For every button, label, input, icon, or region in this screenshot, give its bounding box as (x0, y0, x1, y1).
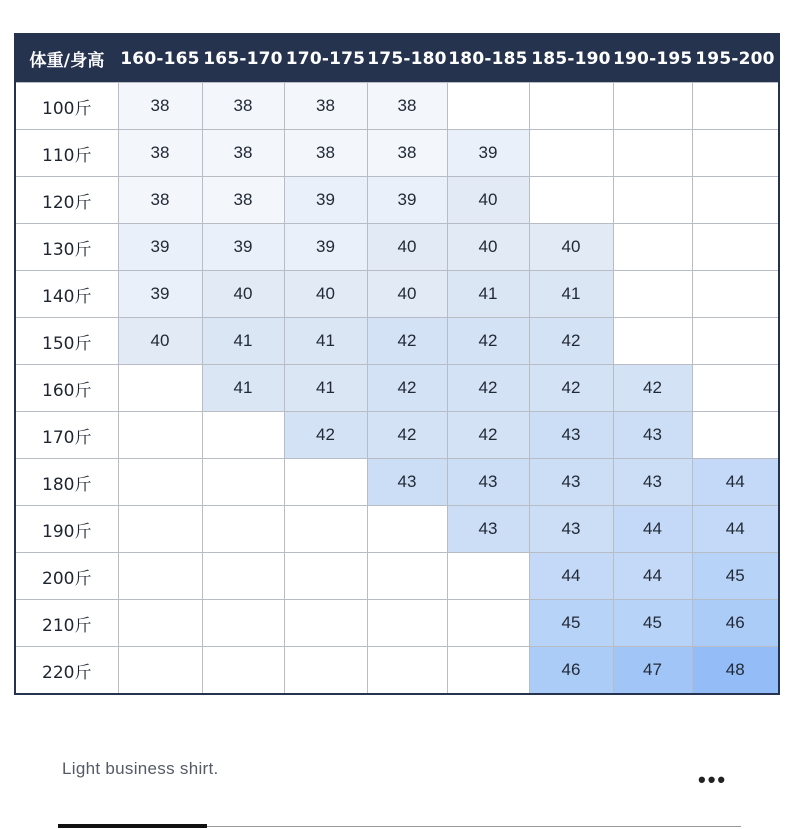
empty-cell (529, 177, 613, 224)
table-row (15, 130, 779, 177)
size-cell: 40 (367, 224, 447, 271)
size-cell: 38 (367, 83, 447, 130)
weight-label: 150斤 (15, 318, 118, 365)
size-cell: 41 (284, 318, 367, 365)
empty-cell (529, 130, 613, 177)
empty-cell (613, 318, 692, 365)
weight-label: 120斤 (15, 177, 118, 224)
size-cell: 39 (447, 130, 529, 177)
empty-cell (284, 506, 367, 553)
empty-cell (118, 506, 202, 553)
size-cell: 44 (692, 506, 779, 553)
size-cell: 42 (447, 318, 529, 365)
empty-cell (367, 506, 447, 553)
size-cell: 40 (447, 177, 529, 224)
size-cell: 43 (529, 412, 613, 459)
size-cell: 42 (367, 365, 447, 412)
weight-label: 130斤 (15, 224, 118, 271)
height-range-header: 175-180 (367, 34, 447, 83)
size-cell: 46 (692, 600, 779, 647)
empty-cell (118, 647, 202, 695)
size-cell: 42 (529, 365, 613, 412)
empty-cell (613, 224, 692, 271)
size-cell: 39 (202, 224, 284, 271)
empty-cell (613, 130, 692, 177)
size-cell: 42 (447, 412, 529, 459)
empty-cell (692, 130, 779, 177)
empty-cell (692, 83, 779, 130)
size-cell: 43 (447, 506, 529, 553)
empty-cell (692, 224, 779, 271)
size-cell: 38 (202, 130, 284, 177)
size-cell: 44 (692, 459, 779, 506)
table-row (15, 177, 779, 224)
size-cell: 40 (284, 271, 367, 318)
empty-cell (202, 459, 284, 506)
empty-cell (447, 600, 529, 647)
empty-cell (447, 553, 529, 600)
table-row (15, 365, 779, 412)
size-cell: 41 (447, 271, 529, 318)
size-cell: 43 (613, 459, 692, 506)
table-row (15, 271, 779, 318)
empty-cell (613, 177, 692, 224)
table-row (15, 224, 779, 271)
size-cell: 39 (284, 224, 367, 271)
size-cell: 45 (692, 553, 779, 600)
empty-cell (367, 647, 447, 695)
table-row (15, 318, 779, 365)
empty-cell (367, 553, 447, 600)
empty-cell (118, 412, 202, 459)
size-cell: 48 (692, 647, 779, 695)
weight-label: 200斤 (15, 553, 118, 600)
size-cell: 41 (284, 365, 367, 412)
size-cell: 42 (367, 412, 447, 459)
table-row (15, 600, 779, 647)
table-row (15, 506, 779, 553)
empty-cell (284, 459, 367, 506)
size-cell: 40 (367, 271, 447, 318)
empty-cell (202, 553, 284, 600)
height-range-header: 160-165 (118, 34, 202, 83)
size-cell: 38 (202, 177, 284, 224)
size-cell: 40 (202, 271, 284, 318)
empty-cell (447, 83, 529, 130)
empty-cell (284, 553, 367, 600)
size-cell: 45 (529, 600, 613, 647)
size-cell: 42 (613, 365, 692, 412)
size-cell: 38 (367, 130, 447, 177)
empty-cell (202, 412, 284, 459)
empty-cell (202, 600, 284, 647)
size-cell: 44 (529, 553, 613, 600)
weight-label: 110斤 (15, 130, 118, 177)
empty-cell (202, 506, 284, 553)
empty-cell (284, 647, 367, 695)
scroll-thumb[interactable] (58, 824, 207, 828)
empty-cell (692, 365, 779, 412)
empty-cell (284, 600, 367, 647)
table-row (15, 553, 779, 600)
size-cell: 44 (613, 506, 692, 553)
empty-cell (367, 600, 447, 647)
empty-cell (202, 647, 284, 695)
size-cell: 45 (613, 600, 692, 647)
size-cell: 43 (529, 459, 613, 506)
size-cell: 44 (613, 553, 692, 600)
size-cell: 41 (202, 318, 284, 365)
table-row (15, 647, 779, 695)
corner-header: 体重/身高 (15, 34, 118, 83)
header-row (15, 34, 779, 83)
weight-label: 100斤 (15, 83, 118, 130)
size-cell: 39 (118, 224, 202, 271)
height-range-header: 170-175 (284, 34, 367, 83)
size-cell: 42 (529, 318, 613, 365)
weight-label: 220斤 (15, 647, 118, 695)
size-cell: 42 (367, 318, 447, 365)
size-cell: 38 (284, 83, 367, 130)
size-cell: 42 (284, 412, 367, 459)
weight-label: 140斤 (15, 271, 118, 318)
size-cell: 43 (529, 506, 613, 553)
size-cell: 42 (447, 365, 529, 412)
size-cell: 38 (118, 130, 202, 177)
size-chart-body (15, 83, 779, 695)
size-cell: 38 (202, 83, 284, 130)
size-cell: 46 (529, 647, 613, 695)
weight-label: 210斤 (15, 600, 118, 647)
empty-cell (118, 553, 202, 600)
weight-label: 160斤 (15, 365, 118, 412)
empty-cell (692, 412, 779, 459)
size-cell: 41 (529, 271, 613, 318)
table-row (15, 459, 779, 506)
size-cell: 47 (613, 647, 692, 695)
product-caption: Light business shirt. (62, 759, 219, 778)
empty-cell (692, 318, 779, 365)
empty-cell (613, 83, 692, 130)
weight-label: 180斤 (15, 459, 118, 506)
size-cell: 38 (284, 130, 367, 177)
size-cell: 43 (447, 459, 529, 506)
weight-label: 190斤 (15, 506, 118, 553)
size-cell: 39 (118, 271, 202, 318)
size-cell: 40 (529, 224, 613, 271)
size-cell: 39 (284, 177, 367, 224)
height-range-header: 185-190 (529, 34, 613, 83)
weight-label: 170斤 (15, 412, 118, 459)
empty-cell (529, 83, 613, 130)
size-cell: 38 (118, 83, 202, 130)
height-range-header: 165-170 (202, 34, 284, 83)
empty-cell (118, 365, 202, 412)
size-cell: 41 (202, 365, 284, 412)
size-cell: 40 (447, 224, 529, 271)
table-row (15, 412, 779, 459)
size-cell: 43 (367, 459, 447, 506)
empty-cell (447, 647, 529, 695)
size-cell: 38 (118, 177, 202, 224)
size-chart-table (14, 33, 780, 695)
empty-cell (692, 271, 779, 318)
height-range-header: 180-185 (447, 34, 529, 83)
empty-cell (613, 271, 692, 318)
size-cell: 40 (118, 318, 202, 365)
size-cell: 39 (367, 177, 447, 224)
empty-cell (118, 600, 202, 647)
size-cell: 43 (613, 412, 692, 459)
empty-cell (118, 459, 202, 506)
ellipsis-icon[interactable]: ••• (698, 767, 728, 792)
empty-cell (692, 177, 779, 224)
table-row (15, 83, 779, 130)
height-range-header: 195-200 (692, 34, 779, 83)
height-range-header: 190-195 (613, 34, 692, 83)
